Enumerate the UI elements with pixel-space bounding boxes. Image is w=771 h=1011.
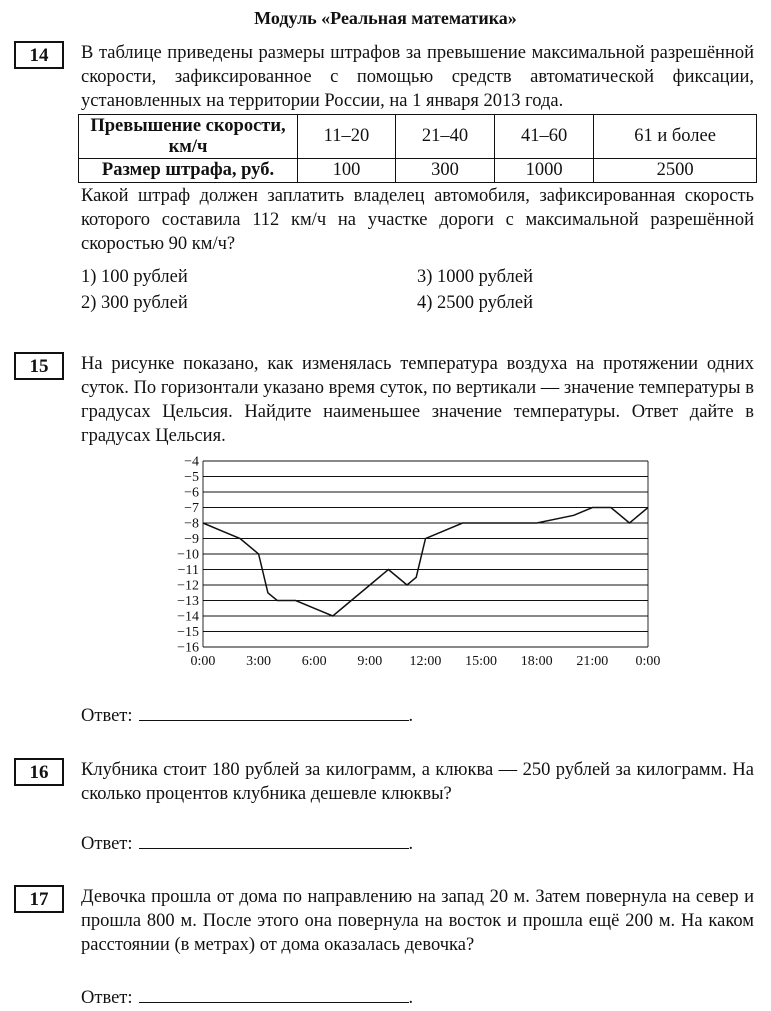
table-header-fine: Размер штрафа, руб. (79, 159, 298, 183)
module-title: Модуль «Реальная математика» (254, 8, 517, 28)
chart-y-ticks (177, 455, 199, 656)
y-tick-label: −11 (177, 563, 199, 578)
y-tick-label: −14 (177, 609, 199, 625)
y-tick-label: −16 (177, 640, 199, 656)
temperature-series-line (203, 508, 648, 617)
answer-row-16: Ответ: . (81, 834, 414, 854)
y-tick-label: −12 (177, 578, 199, 594)
answer-input-16[interactable] (139, 832, 409, 849)
y-tick-label: −10 (177, 547, 199, 563)
x-tick-label: 21:00 (576, 654, 609, 669)
question-number-14: 14 (14, 41, 64, 69)
x-tick-label: 3:00 (246, 654, 272, 669)
y-tick-label: −4 (184, 455, 199, 470)
y-tick-label: −5 (184, 470, 199, 485)
x-tick-label: 9:00 (357, 654, 383, 669)
answer-row-15: Ответ: . (81, 706, 414, 726)
fines-table (78, 114, 757, 183)
y-tick-label: −15 (177, 625, 199, 640)
x-tick-label: 6:00 (301, 654, 327, 669)
question-14-text: В таблице приведены размеры штрафов за превышение максимальной разрешённой скорости, зафиксированное с помощью средств автоматической фиксации, установленных на территории России, на 1 января 2013 года. (81, 43, 754, 111)
question-number-16: 16 (14, 758, 64, 786)
x-tick-label: 12:00 (409, 654, 442, 669)
question-15-text: На рисунке показано, как изменялась температура воздуха на протяжении одних суток. По горизонтали указано время суток, по вертикали — значение температуры в градусах Цельсия. Найдите наименьшее значение температуры. Ответ дайте в градусах Цельсия. (81, 354, 754, 446)
question-14-question: Какой штраф должен заплатить владелец автомобиля, зафиксированная скорость которого составила 112 км/ч на участке дороги с максимальной разрешённой скоростью 90 км/ч? (81, 186, 754, 254)
answer-option-4[interactable]: 4) 2500 рублей (417, 293, 533, 313)
question-17-text: Девочка прошла от дома по направлению на запад 20 м. Затем повернула на север и прошла 800 м. После этого она повернула на восток и прошла ещё 200 м. На каком расстоянии (в метрах) от дома оказалась девочка? (81, 887, 754, 955)
temperature-chart (160, 455, 670, 673)
y-tick-label: −9 (184, 532, 199, 547)
y-tick-label: −6 (184, 485, 199, 501)
x-tick-label: 0:00 (190, 654, 216, 669)
question-number-15: 15 (14, 352, 64, 380)
question-number-17: 17 (14, 885, 64, 913)
chart-grid (203, 461, 648, 647)
answer-label: Ответ: (81, 834, 133, 854)
table-cell: 21–40 (395, 115, 494, 159)
y-tick-label: −13 (177, 594, 199, 609)
table-cell: 300 (395, 159, 494, 183)
answer-option-2[interactable]: 2) 300 рублей (81, 293, 188, 313)
answer-label: Ответ: (81, 988, 133, 1008)
y-tick-label: −7 (184, 501, 199, 516)
table-row (79, 115, 757, 159)
answer-row-17: Ответ: . (81, 988, 414, 1008)
table-cell: 41–60 (495, 115, 594, 159)
table-header-speed: Превышение скорости, км/ч (79, 115, 298, 159)
table-cell: 11–20 (298, 115, 396, 159)
question-16-text: Клубника стоит 180 рублей за килограмм, а клюква — 250 рублей за килограмм. На сколько процентов клубника дешевле клюквы? (81, 760, 754, 804)
chart-x-ticks (191, 654, 661, 669)
answer-input-15[interactable] (139, 704, 409, 721)
table-row (79, 159, 757, 183)
x-tick-label: 18:00 (520, 654, 553, 669)
x-tick-label: 0:00 (635, 654, 661, 669)
table-cell: 2500 (594, 159, 757, 183)
table-cell: 100 (298, 159, 396, 183)
answer-label: Ответ: (81, 706, 133, 726)
table-cell: 61 и более (594, 115, 757, 159)
answer-option-3[interactable]: 3) 1000 рублей (417, 267, 533, 287)
answer-option-1[interactable]: 1) 100 рублей (81, 267, 188, 287)
table-cell: 1000 (495, 159, 594, 183)
y-tick-label: −8 (184, 516, 199, 532)
x-tick-label: 15:00 (465, 654, 498, 669)
answer-input-17[interactable] (139, 986, 409, 1003)
